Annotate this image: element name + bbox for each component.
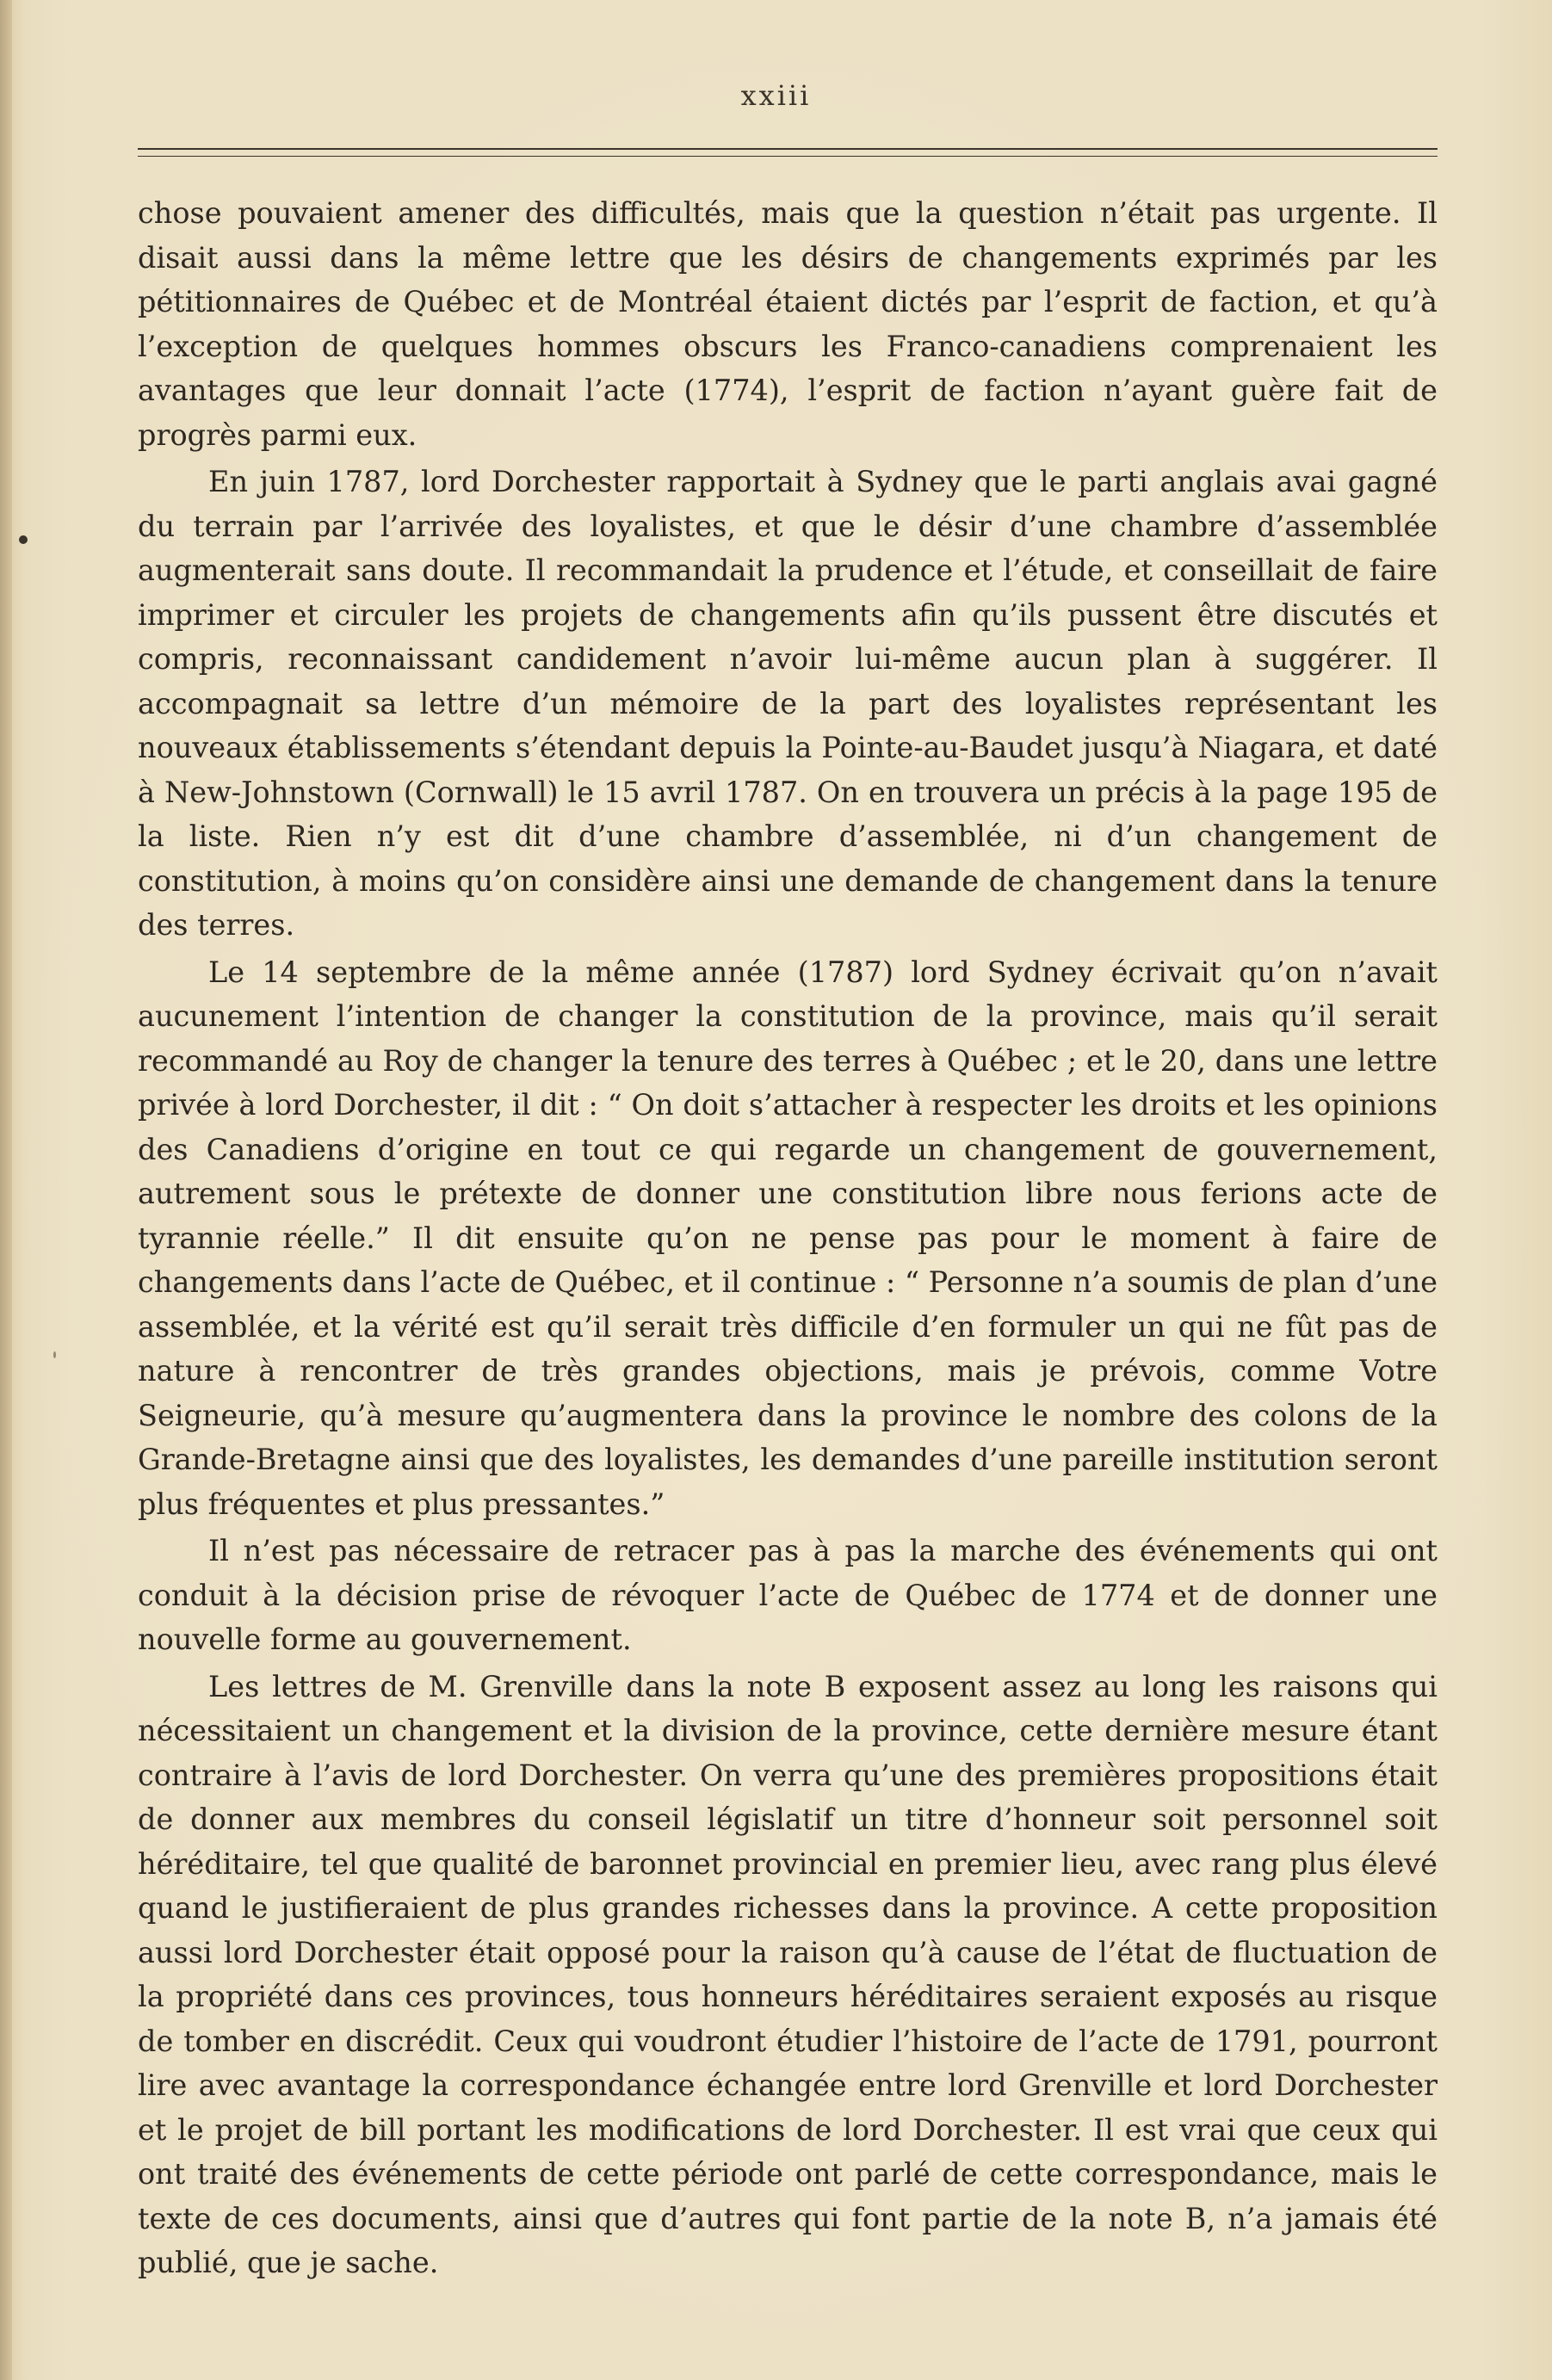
ink-speck — [53, 1351, 56, 1358]
header-rule — [138, 148, 1438, 150]
paragraph: Les lettres de M. Grenville dans la note B exposent assez au long les raisons qui nécessitaient un changement et la division de la province, cette dernière mesure étant contraire à l’avis de lord Dorchester. On verra qu’une des premières propositions était de donner aux membres du conseil législatif un titre d’honneur soit personnel soit héréditaire, tel que qualité de baronnet provincial en premier lieu, avec rang plus élevé quand le justifieraient de plus grandes richesses dans la province. A cette proposition aussi lord Dorchester était opposé pour la raison qu’à cause de l’état de fluctuation de la propriété dans ces provinces, tous honneurs héréditaires seraient exposés au risque de tomber en discrédit. Ceux qui voudront étudier l’histoire de l’acte de 1791, pourront lire avec avantage la correspondance échangée entre lord Grenville et lord Dorchester et le projet de bill portant les modifications de lord Dorchester. Il est vrai que ceux qui ont traité des événements de cette période ont parlé de cette correspondance, mais le texte de ces documents, ainsi que d’autres qui font partie de la note B, n’a jamais été publié, que je sache. — [138, 1669, 1438, 2279]
page-binding-edge — [0, 0, 12, 2380]
paragraph: chose pouvaient amener des difficultés, mais que la question n’était pas urgente. Il disait aussi dans la même lettre que les désirs de changements exprimés par les pétitionnaires de Québec et de Montréal étaient dictés par l’esprit de faction, et qu’à l’exception de quelques hommes obscurs les Franco-canadiens comprenaient les avantages que leur donnait l’acte (1774), l’esprit de faction n’ayant guère fait de progrès parmi eux. — [138, 196, 1438, 452]
page-number: xxiii — [740, 79, 812, 112]
header-rule-thin — [138, 156, 1438, 157]
paragraph: Il n’est pas nécessaire de retracer pas à pas la marche des événements qui ont conduit à la décision prise de révoquer l’acte de Québec de 1774 et de donner une nouvelle forme au gouvernement. — [138, 1534, 1438, 1656]
body-text — [138, 191, 1438, 2285]
paragraph: En juin 1787, lord Dorchester rapportait à Sydney que le parti anglais avai gagné du terrain par l’arrivée des loyalistes, et que le désir d’une chambre d’assemblée augmenterait sans doute. Il recommandait la prudence et l’étude, et conseillait de faire imprimer et circuler les projets de changements afin qu’ils pussent être discutés et compris, reconnaissant candidement n’avoir lui-même aucun plan à suggérer. Il accompagnait sa lettre d’un mémoire de la part des loyalistes représentant les nouveaux établissements s’étendant depuis la Pointe-au-Baudet jusqu’à Niagara, et daté à New-Johnstown (Cornwall) le 15 avril 1787. On en trouvera un précis à la page 195 de la liste. Rien n’y est dit d’une chambre d’assemblée, ni d’un changement de constitution, à moins qu’on considère ainsi une demande de changement dans la tenure des terres. — [138, 465, 1438, 942]
ink-speck — [19, 535, 28, 544]
paragraph: Le 14 septembre de la même année (1787) lord Sydney écrivait qu’on n’avait aucunement l’intention de changer la constitution de la province, mais qu’il serait recommandé au Roy de changer la tenure des terres à Québec ; et le 20, dans une lettre privée à lord Dorchester, il dit : “ On doit s’attacher à respecter les droits et les opinions des Canadiens d’origine en tout ce qui regarde un changement de gouvernement, autrement sous le prétexte de donner une constitution libre nous ferions acte de tyrannie réelle.” Il dit ensuite qu’on ne pense pas pour le moment à faire de changements dans l’acte de Québec, et il continue : “ Personne n’a soumis de plan d’une assemblée, et la vérité est qu’il serait très difficile d’en formuler un qui ne fût pas de nature à rencontrer de très grandes objections, mais je prévois, comme Votre Seigneurie, qu’à mesure qu’augmentera dans la province le nombre des colons de la Grande-Bretagne ainsi que des loyalistes, les demandes d’une pareille institution seront plus fréquentes et plus pressantes.” — [138, 955, 1438, 1521]
